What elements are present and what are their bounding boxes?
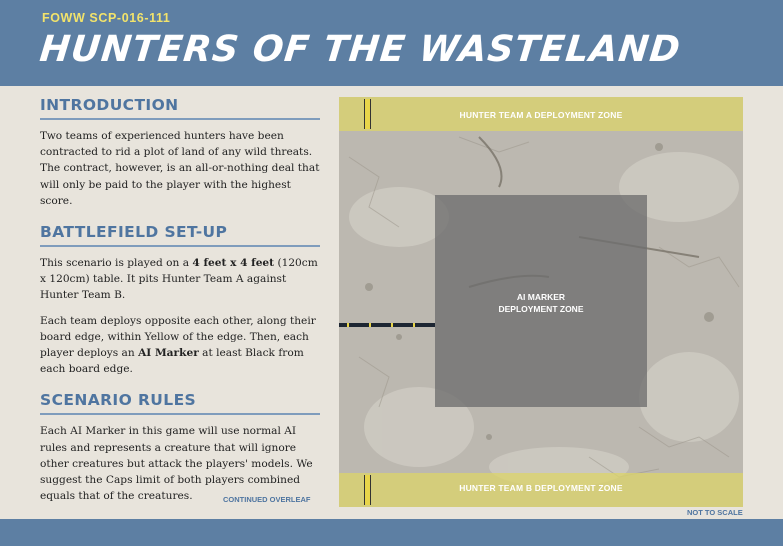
ai-deployment-zone [435,195,647,407]
rules-text: Each AI Marker in this game will use normal AI rules and represents a creature that will ignore other creatures but attack the players' models. We suggest the Caps limit of both players combined equals that of the creatures. [40,425,313,503]
battlefield-map [339,97,743,507]
setup-heading: BATTLEFIELD SET-UP [40,223,320,247]
zone-a-label: HUNTER TEAM A DEPLOYMENT ZONE [459,110,623,120]
zone-a-ruler [364,99,371,129]
ai-zone-label: AI MARKER DEPLOYMENT ZONE [498,292,584,314]
setup-text-1: This scenario is played on a 4 feet x 4 feet (120cm x 120cm) table. It pits Hunter Team A against Hunter Team B. [40,257,318,302]
rules-column [40,96,320,513]
ruler-tick [347,323,349,327]
zone-b-label: HUNTER TEAM B DEPLOYMENT ZONE [459,483,623,493]
intro-heading: INTRODUCTION [40,96,320,120]
ruler-tick [413,323,415,327]
rules-heading: SCENARIO RULES [40,391,320,415]
continued-note: CONTINUED OVERLEAF [223,495,311,504]
scenario-code: FOWW SCP-016-111 [42,11,171,25]
ruler-tick [369,323,371,327]
not-to-scale-note: NOT TO SCALE [687,508,743,517]
intro-text: Two teams of experienced hunters have been contracted to rid a plot of land of any wild threats. The contract, however, is an all-or-nothing deal that will only be paid to the player with the highest score. [40,130,320,207]
footer-band [0,519,783,546]
setup-text-2: Each team deploys opposite each other, along their board edge, within Yellow of the edge. Then, each player deploys an AI Marker at least Black from each board edge. [40,314,316,376]
zone-b-ruler [364,475,371,505]
ruler-tick [391,323,393,327]
header-banner [0,0,783,86]
page-title: HUNTERS OF THE WASTELAND [37,29,683,70]
ai-distance-ruler [339,323,435,327]
